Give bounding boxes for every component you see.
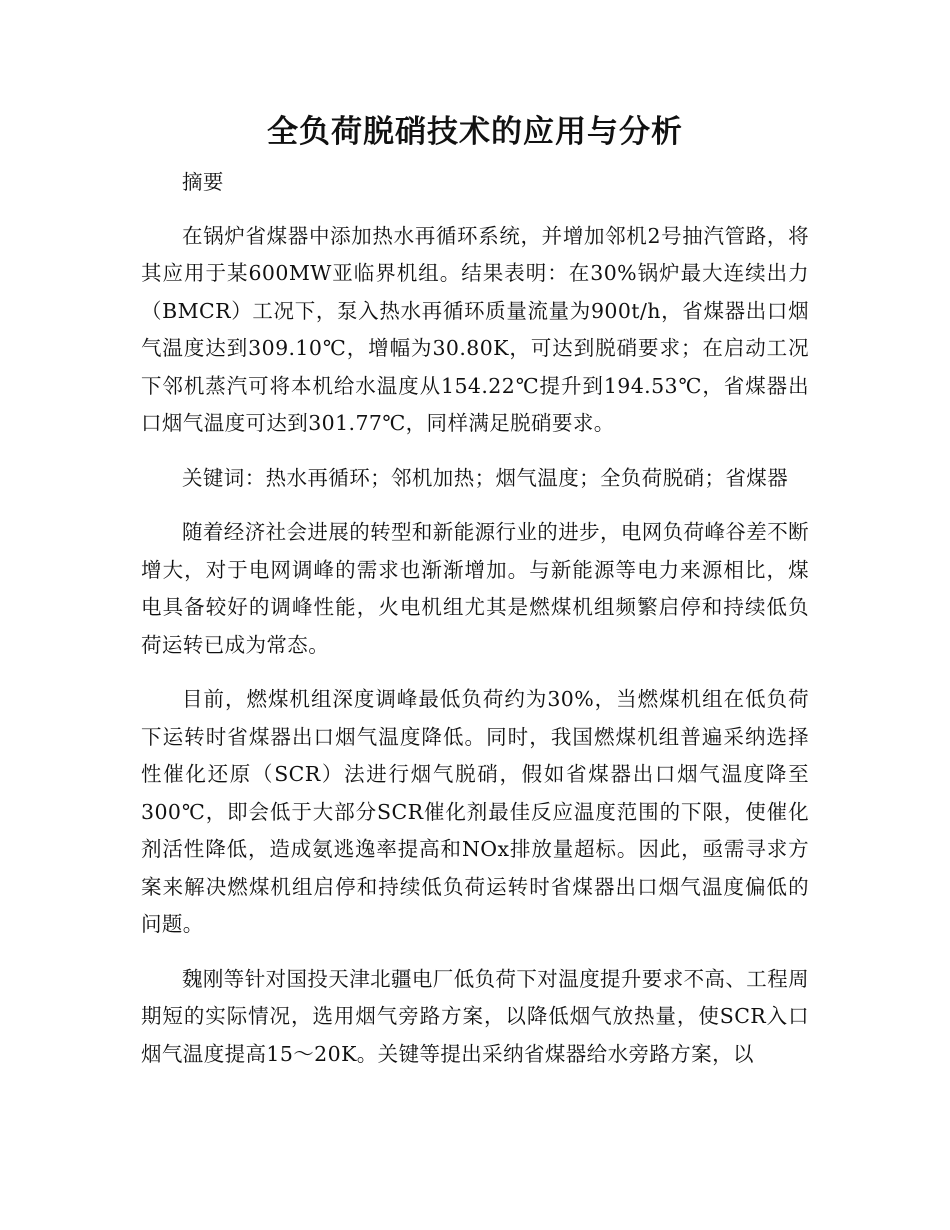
body-paragraph: 随着经济社会进展的转型和新能源行业的进步，电网负荷峰谷差不断增大，对于电网调峰的需求也渐渐增加。与新能源等电力来源相比，煤电具备较好的调峰性能，火电机组尤其是燃煤机组频繁启停和持续低负荷运转已成为常态。 xyxy=(141,520,809,657)
document-body xyxy=(141,164,809,1090)
body-paragraph: 魏刚等针对国投天津北疆电厂低负荷下对温度提升要求不高、工程周期短的实际情况，选用烟气旁路方案，以降低烟气放热量，使SCR入口烟气温度提高15～20K。关键等提出采纳省煤器给水旁路方案，以 xyxy=(141,966,809,1066)
abstract-paragraph: 在锅炉省煤器中添加热水再循环系统，并增加邻机2号抽汽管路，将其应用于某600MW亚临界机组。结果表明：在30%锅炉最大连续出力（BMCR）工况下，泵入热水再循环质量流量为900t/h，省煤器出口烟气温度达到309.10℃，增幅为30.80K，可达到脱硝要求；在启动工况下邻机蒸汽可将本机给水温度从154.22℃提升到194.53℃，省煤器出口烟气温度可达到301.77℃，同样满足脱硝要求。 xyxy=(141,223,809,435)
body-paragraph: 目前，燃煤机组深度调峰最低负荷约为30%，当燃煤机组在低负荷下运转时省煤器出口烟气温度降低。同时，我国燃煤机组普遍采纳选择性催化还原（SCR）法进行烟气脱硝，假如省煤器出口烟气温度降至300℃，即会低于大部分SCR催化剂最佳反应温度范围的下限，使催化剂活性降低，造成氨逃逸率提高和NOx排放量超标。因此，亟需寻求方案来解决燃煤机组启停和持续低负荷运转时省煤器出口烟气温度偏低的问题。 xyxy=(141,687,809,936)
document-title: 全负荷脱硝技术的应用与分析 xyxy=(267,114,683,150)
keywords-paragraph: 关键词：热水再循环；邻机加热；烟气温度；全负荷脱硝；省煤器 xyxy=(182,465,789,490)
abstract-label: 摘要 xyxy=(182,170,224,194)
